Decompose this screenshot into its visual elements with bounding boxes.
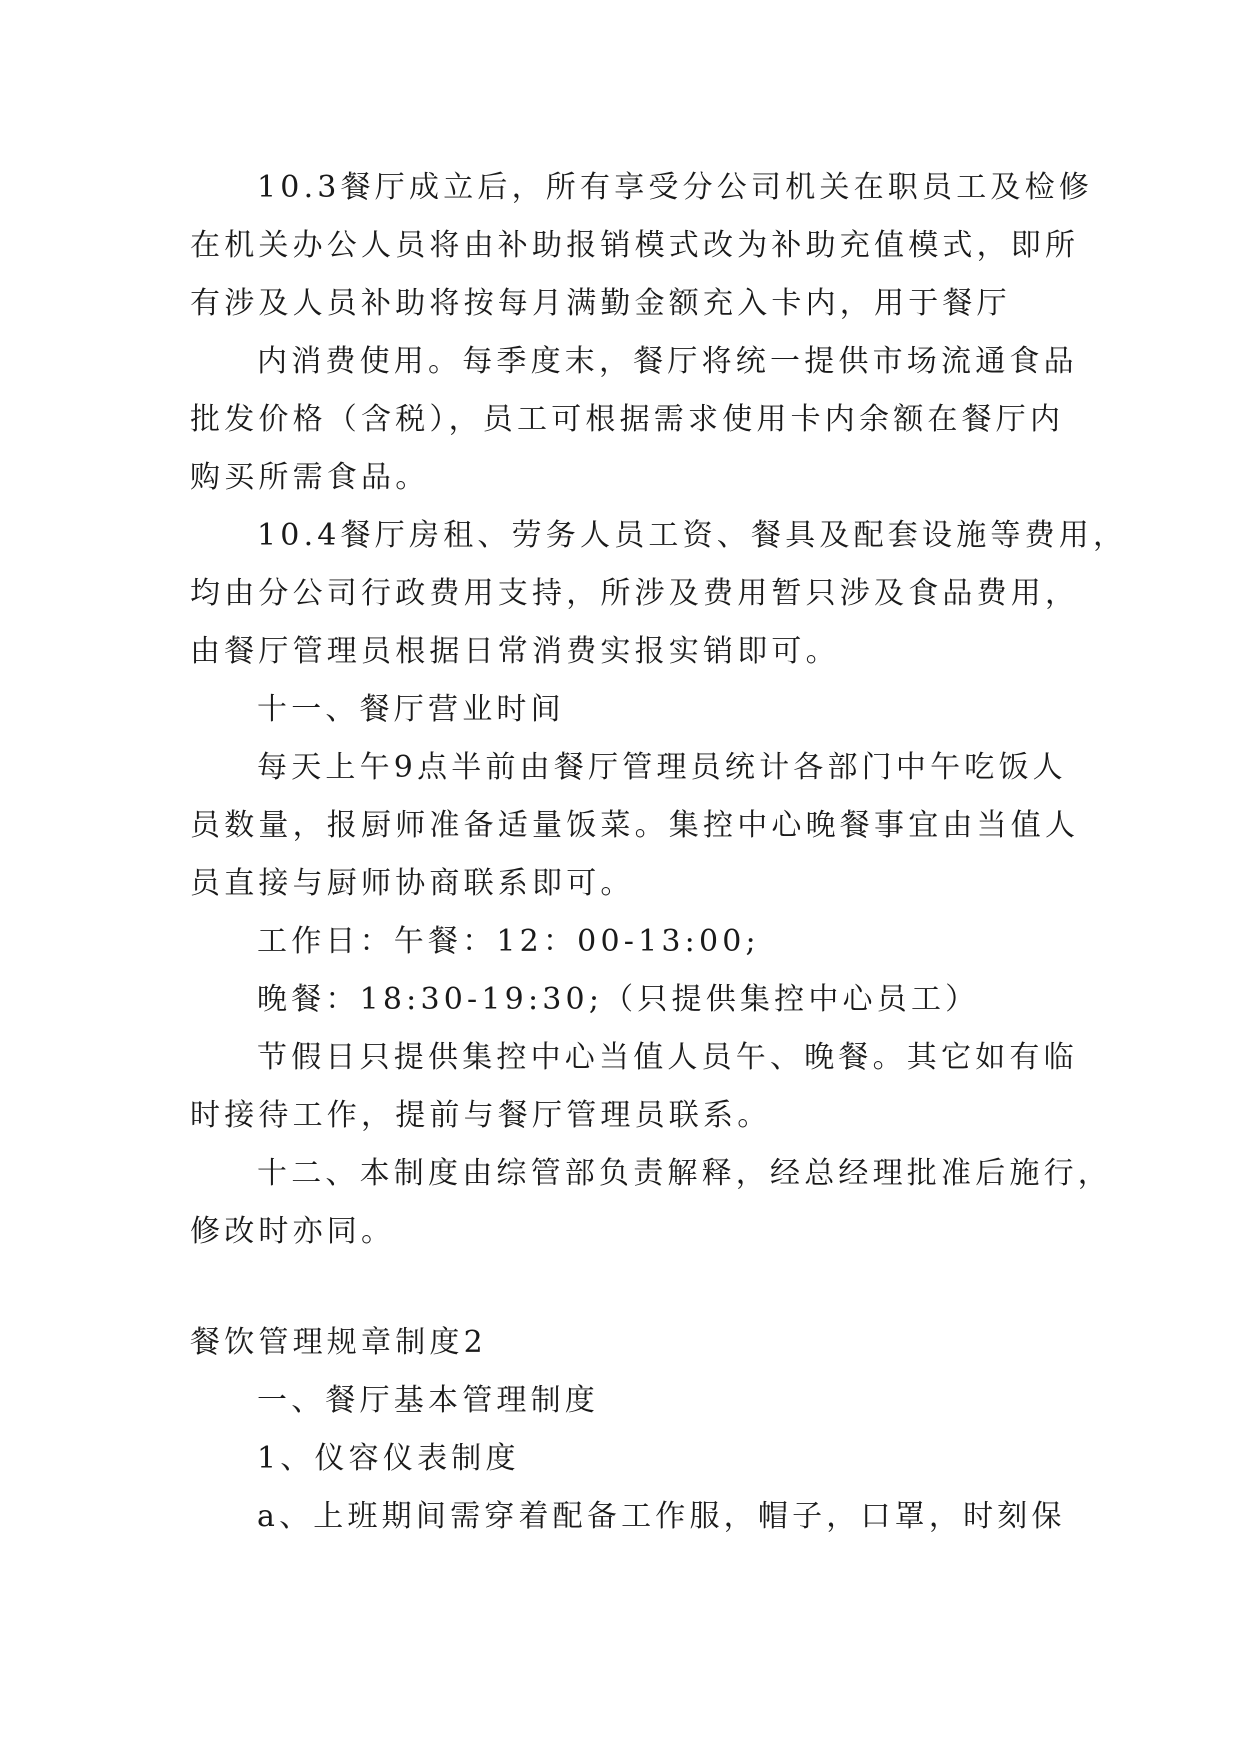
paragraph-holiday-line-2: 时接待工作，提前与餐厅管理员联系。	[190, 1098, 772, 1133]
workday-lunch-line: 工作日：午餐：12：00-13:00;	[257, 924, 760, 959]
paragraph-consumption-line-1: 内消费使用。每季度末，餐厅将统一提供市场流通食品	[257, 344, 1078, 379]
document-title-2: 餐饮管理规章制度2	[190, 1325, 487, 1360]
paragraph-10-4-line-1: 10.4餐厅房租、劳务人员工资、餐具及配套设施等费用，	[257, 518, 1128, 553]
paragraph-10-3-line-1: 10.3餐厅成立后，所有享受分公司机关在职员工及检修	[257, 170, 1093, 205]
section-12-line-2: 修改时亦同。	[190, 1214, 396, 1249]
subsection-heading-1: 1、仪容仪表制度	[257, 1441, 520, 1476]
paragraph-10-4-line-2: 均由分公司行政费用支持，所涉及费用暂只涉及食品费用，	[190, 576, 1080, 611]
paragraph-consumption-line-2: 批发价格（含税），员工可根据需求使用卡内余额在餐厅内	[190, 402, 1065, 437]
section-heading-1: 一、餐厅基本管理制度	[257, 1383, 599, 1418]
paragraph-10-4-line-3: 由餐厅管理员根据日常消费实报实销即可。	[190, 634, 840, 669]
paragraph-holiday-line-1: 节假日只提供集控中心当值人员午、晚餐。其它如有临	[257, 1040, 1078, 1075]
section-12-line-1: 十二、本制度由综管部负责解释，经总经理批准后施行，	[257, 1156, 1112, 1191]
item-a-line: a、上班期间需穿着配备工作服，帽子，口罩，时刻保	[257, 1499, 1066, 1534]
dinner-line: 晚餐：18:30-19:30;（只提供集控中心员工）	[257, 982, 980, 1017]
paragraph-10-3-line-2: 在机关办公人员将由补助报销模式改为补助充值模式，即所	[190, 228, 1080, 263]
paragraph-10-3-line-3: 有涉及人员补助将按每月满勤金额充入卡内，用于餐厅	[190, 286, 1011, 321]
paragraph-hours-line-2: 员数量，报厨师准备适量饭菜。集控中心晚餐事宜由当值人	[190, 808, 1080, 843]
paragraph-hours-line-1: 每天上午9点半前由餐厅管理员统计各部门中午吃饭人	[257, 750, 1067, 785]
paragraph-hours-line-3: 员直接与厨师协商联系即可。	[190, 866, 635, 901]
section-heading-11: 十一、餐厅营业时间	[257, 692, 565, 727]
paragraph-consumption-line-3: 购买所需食品。	[190, 460, 430, 495]
